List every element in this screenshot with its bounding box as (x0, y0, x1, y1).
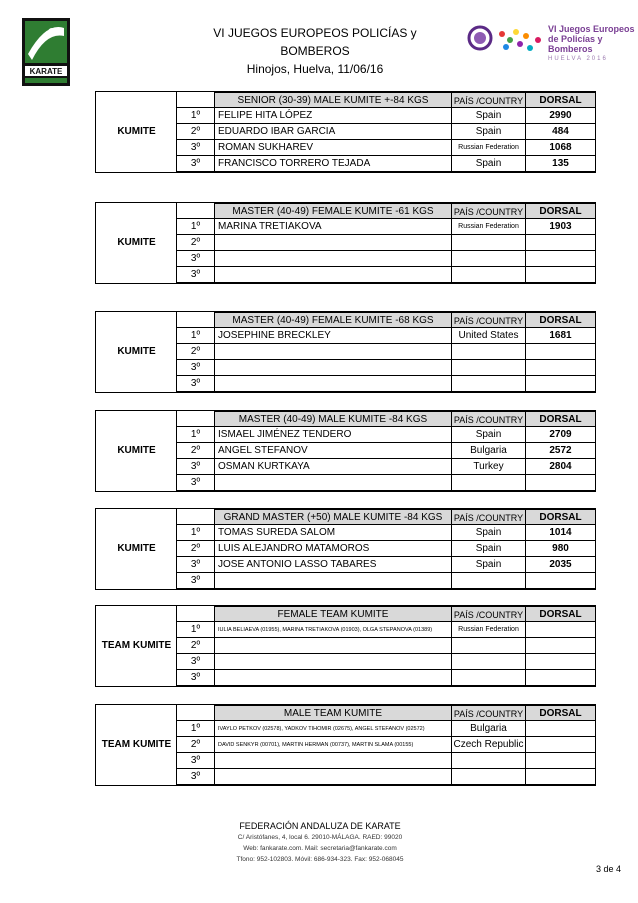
dorsal-cell: 2804 (526, 459, 596, 475)
dorsal-header: DORSAL (526, 509, 596, 525)
page-header (0, 0, 638, 90)
footer-address: C/ Aristófanes, 4, local 6. 29010-MÁLAGA. RAED: 99020 (237, 834, 403, 841)
athlete-name-cell: FELIPE HITA LÓPEZ (215, 108, 452, 124)
label-cell (96, 140, 177, 156)
result-block (95, 410, 596, 492)
athlete-name-cell: JOSEPHINE BRECKLEY (215, 328, 452, 344)
category-header-row (96, 509, 596, 525)
position-cell: 3º (177, 267, 215, 283)
category-title: MASTER (40-49) FEMALE KUMITE -61 KGS (215, 203, 452, 219)
label-cell (96, 654, 177, 670)
country-cell (452, 654, 526, 670)
athlete-name-cell: EDUARDO IBAR GARCIA (215, 124, 452, 140)
result-block (95, 704, 596, 786)
country-cell: United States (452, 328, 526, 344)
position-cell: 1º (177, 622, 215, 638)
table-row (96, 328, 596, 344)
athlete-name-cell: ROMAN SUKHAREV (215, 140, 452, 156)
country-cell: Russian Federation (452, 219, 526, 235)
athlete-name-cell (215, 344, 452, 360)
country-header: PAÍS /COUNTRY (452, 312, 526, 328)
country-cell: Bulgaria (452, 721, 526, 737)
athlete-name-cell (215, 475, 452, 491)
position-cell: 2º (177, 638, 215, 654)
label-cell (96, 251, 177, 267)
dorsal-cell (526, 344, 596, 360)
table-row (96, 573, 596, 589)
category-header-row (96, 92, 596, 108)
athlete-name-cell: ISMAEL JIMÉNEZ TENDERO (215, 427, 452, 443)
position-cell: 2º (177, 541, 215, 557)
country-cell: Russian Federation (452, 140, 526, 156)
label-cell (96, 459, 177, 475)
category-title: GRAND MASTER (+50) MALE KUMITE -84 KGS (215, 509, 452, 525)
label-cell (96, 411, 177, 427)
karate-federation-logo (22, 18, 70, 86)
category-header-row (96, 705, 596, 721)
dorsal-cell: 1014 (526, 525, 596, 541)
label-cell (96, 360, 177, 376)
position-cell: 1º (177, 525, 215, 541)
label-cell (96, 705, 177, 721)
position-cell: 1º (177, 108, 215, 124)
label-cell (96, 376, 177, 392)
table-row (96, 219, 596, 235)
dorsal-cell (526, 638, 596, 654)
position-cell: 3º (177, 140, 215, 156)
table-row (96, 721, 596, 737)
dorsal-cell: 1068 (526, 140, 596, 156)
athlete-name-cell: JOSE ANTONIO LASSO TABARES (215, 557, 452, 573)
athlete-name-cell (215, 769, 452, 785)
country-cell: Turkey (452, 459, 526, 475)
dorsal-cell (526, 360, 596, 376)
dorsal-cell (526, 251, 596, 267)
table-row (96, 654, 596, 670)
position-cell: 3º (177, 753, 215, 769)
pos-header-cell (177, 411, 215, 427)
result-block (95, 202, 596, 284)
dorsal-cell: 2709 (526, 427, 596, 443)
games-logo-line2: de Policías y Bomberos (548, 34, 603, 54)
discipline-label: TEAM KUMITE (101, 739, 172, 750)
label-cell (96, 670, 177, 686)
table-row (96, 376, 596, 392)
athlete-name-cell (215, 251, 452, 267)
category-header-row (96, 411, 596, 427)
table-row (96, 140, 596, 156)
discipline-label: KUMITE (117, 543, 156, 554)
dorsal-cell (526, 267, 596, 283)
label-cell (96, 312, 177, 328)
country-cell (452, 475, 526, 491)
athlete-name-cell: ANGEL STEFANOV (215, 443, 452, 459)
page-footer (150, 820, 490, 865)
athlete-name-cell (215, 235, 452, 251)
label-cell (96, 573, 177, 589)
dorsal-header: DORSAL (526, 92, 596, 108)
table-row (96, 156, 596, 172)
discipline-label: KUMITE (117, 237, 156, 248)
category-header-row (96, 312, 596, 328)
athlete-name-cell (215, 670, 452, 686)
dorsal-header: DORSAL (526, 203, 596, 219)
country-header: PAÍS /COUNTRY (452, 509, 526, 525)
position-cell: 3º (177, 475, 215, 491)
position-cell: 3º (177, 376, 215, 392)
dorsal-cell (526, 376, 596, 392)
category-title: SENIOR (30-39) MALE KUMITE +-84 KGS (215, 92, 452, 108)
country-cell: Russian Federation (452, 622, 526, 638)
dorsal-header: DORSAL (526, 411, 596, 427)
dorsal-cell (526, 737, 596, 753)
athlete-name-cell (215, 753, 452, 769)
athlete-name-cell: MARINA TRETIAKOVA (215, 219, 452, 235)
result-block (95, 91, 596, 173)
country-cell: Spain (452, 541, 526, 557)
position-cell: 3º (177, 654, 215, 670)
position-cell: 1º (177, 328, 215, 344)
footer-web: Web: fankarate.com. Mail: secretaria@fankarate.com (243, 845, 397, 852)
country-cell: Spain (452, 156, 526, 172)
label-cell (96, 525, 177, 541)
dorsal-header: DORSAL (526, 705, 596, 721)
position-cell: 1º (177, 427, 215, 443)
country-cell (452, 670, 526, 686)
table-row (96, 427, 596, 443)
label-cell (96, 108, 177, 124)
country-cell: Spain (452, 108, 526, 124)
result-block (95, 311, 596, 393)
country-cell: Spain (452, 427, 526, 443)
dorsal-cell (526, 475, 596, 491)
dorsal-header: DORSAL (526, 606, 596, 622)
label-cell (96, 753, 177, 769)
result-block (95, 605, 596, 687)
position-cell: 2º (177, 124, 215, 140)
country-cell (452, 251, 526, 267)
position-cell: 3º (177, 251, 215, 267)
dorsal-cell: 2990 (526, 108, 596, 124)
dorsal-cell: 484 (526, 124, 596, 140)
position-cell: 1º (177, 721, 215, 737)
athlete-name-cell (215, 376, 452, 392)
label-cell (96, 557, 177, 573)
dorsal-header: DORSAL (526, 312, 596, 328)
position-cell: 1º (177, 219, 215, 235)
country-cell: Bulgaria (452, 443, 526, 459)
country-header: PAÍS /COUNTRY (452, 705, 526, 721)
country-cell: Czech Republic (452, 737, 526, 753)
footer-phone: Tfono: 952-102803. Móvil: 686-934-323. Fax: 952-068045 (236, 856, 404, 863)
dorsal-cell: 2572 (526, 443, 596, 459)
label-cell (96, 156, 177, 172)
athlete-name-cell: FRANCISCO TORRERO TEJADA (215, 156, 452, 172)
dorsal-cell: 1903 (526, 219, 596, 235)
document-title (190, 24, 440, 78)
country-cell (452, 376, 526, 392)
table-row (96, 108, 596, 124)
table-row (96, 360, 596, 376)
category-title: MASTER (40-49) FEMALE KUMITE -68 KGS (215, 312, 452, 328)
dorsal-cell (526, 753, 596, 769)
country-cell (452, 344, 526, 360)
table-row (96, 475, 596, 491)
country-header: PAÍS /COUNTRY (452, 203, 526, 219)
category-title: MALE TEAM KUMITE (215, 705, 452, 721)
dorsal-cell (526, 622, 596, 638)
country-cell: Spain (452, 525, 526, 541)
logo-karate-text: KARATE (29, 67, 63, 76)
athlete-name-cell: IVAYLO PETKOV (02578), YADKOV TIHOMIR (02675), ANGEL STEFANOV (02572) (215, 721, 452, 737)
country-cell: Spain (452, 557, 526, 573)
athlete-name-cell (215, 360, 452, 376)
table-row (96, 459, 596, 475)
position-cell: 3º (177, 459, 215, 475)
table-row (96, 267, 596, 283)
page-number: 3 de 4 (596, 864, 622, 874)
athlete-name-cell: IULIA BELIAEVA (01955), MARINA TRETIAKOVA (01903), OLGA STEPANOVA (01389) (215, 622, 452, 638)
table-row (96, 753, 596, 769)
athlete-name-cell (215, 267, 452, 283)
country-header: PAÍS /COUNTRY (452, 92, 526, 108)
country-cell: Spain (452, 124, 526, 140)
table-row (96, 769, 596, 785)
label-cell (96, 606, 177, 622)
athlete-name-cell (215, 573, 452, 589)
pos-header-cell (177, 92, 215, 108)
table-row (96, 557, 596, 573)
dorsal-cell (526, 769, 596, 785)
title-line-2: Hinojos, Huelva, 11/06/16 (246, 62, 384, 76)
label-cell (96, 769, 177, 785)
position-cell: 3º (177, 156, 215, 172)
category-header-row (96, 203, 596, 219)
position-cell: 2º (177, 443, 215, 459)
pos-header-cell (177, 705, 215, 721)
label-cell (96, 721, 177, 737)
dorsal-cell (526, 721, 596, 737)
dorsal-cell: 980 (526, 541, 596, 557)
country-cell (452, 573, 526, 589)
label-cell (96, 427, 177, 443)
dorsal-cell (526, 670, 596, 686)
athlete-name-cell: LUIS ALEJANDRO MATAMOROS (215, 541, 452, 557)
discipline-label: KUMITE (117, 346, 156, 357)
discipline-label: TEAM KUMITE (101, 640, 172, 651)
country-cell (452, 769, 526, 785)
position-cell: 2º (177, 235, 215, 251)
games-logo-sub: HUELVA 2016 (548, 56, 608, 62)
label-cell (96, 219, 177, 235)
title-line-1: VI JUEGOS EUROPEOS POLICÍAS y BOMBEROS (213, 26, 417, 58)
country-cell (452, 235, 526, 251)
label-cell (96, 328, 177, 344)
athlete-name-cell: DAVID SENKYR (00701), MARTIN HERMAN (00737), MARTIN SLAMA (00155) (215, 737, 452, 753)
dorsal-cell (526, 573, 596, 589)
position-cell: 2º (177, 344, 215, 360)
athlete-name-cell: TOMAS SUREDA SALOM (215, 525, 452, 541)
games-logo-line1: VI Juegos Europeos (548, 24, 635, 34)
country-cell (452, 267, 526, 283)
position-cell: 3º (177, 360, 215, 376)
country-header: PAÍS /COUNTRY (452, 606, 526, 622)
dorsal-cell (526, 654, 596, 670)
label-cell (96, 92, 177, 108)
result-block (95, 508, 596, 590)
pos-header-cell (177, 606, 215, 622)
dorsal-cell: 1681 (526, 328, 596, 344)
pos-header-cell (177, 509, 215, 525)
table-row (96, 525, 596, 541)
athlete-name-cell: OSMAN KURTKAYA (215, 459, 452, 475)
label-cell (96, 267, 177, 283)
position-cell: 3º (177, 573, 215, 589)
position-cell: 3º (177, 769, 215, 785)
country-header: PAÍS /COUNTRY (452, 411, 526, 427)
athlete-name-cell (215, 638, 452, 654)
country-cell (452, 360, 526, 376)
dorsal-cell: 2035 (526, 557, 596, 573)
label-cell (96, 475, 177, 491)
country-cell (452, 753, 526, 769)
position-cell: 3º (177, 670, 215, 686)
position-cell: 3º (177, 557, 215, 573)
table-row (96, 622, 596, 638)
games-logo-text (548, 24, 638, 64)
position-cell: 2º (177, 737, 215, 753)
dorsal-cell (526, 235, 596, 251)
pos-header-cell (177, 203, 215, 219)
label-cell (96, 509, 177, 525)
label-cell (96, 203, 177, 219)
table-row (96, 251, 596, 267)
footer-org: FEDERACIÓN ANDALUZA DE KARATE (239, 821, 401, 831)
category-header-row (96, 606, 596, 622)
pos-header-cell (177, 312, 215, 328)
category-title: MASTER (40-49) MALE KUMITE -84 KGS (215, 411, 452, 427)
athlete-name-cell (215, 654, 452, 670)
dorsal-cell: 135 (526, 156, 596, 172)
category-title: FEMALE TEAM KUMITE (215, 606, 452, 622)
discipline-label: KUMITE (117, 445, 156, 456)
country-cell (452, 638, 526, 654)
label-cell (96, 622, 177, 638)
table-row (96, 670, 596, 686)
discipline-label: KUMITE (117, 126, 156, 137)
